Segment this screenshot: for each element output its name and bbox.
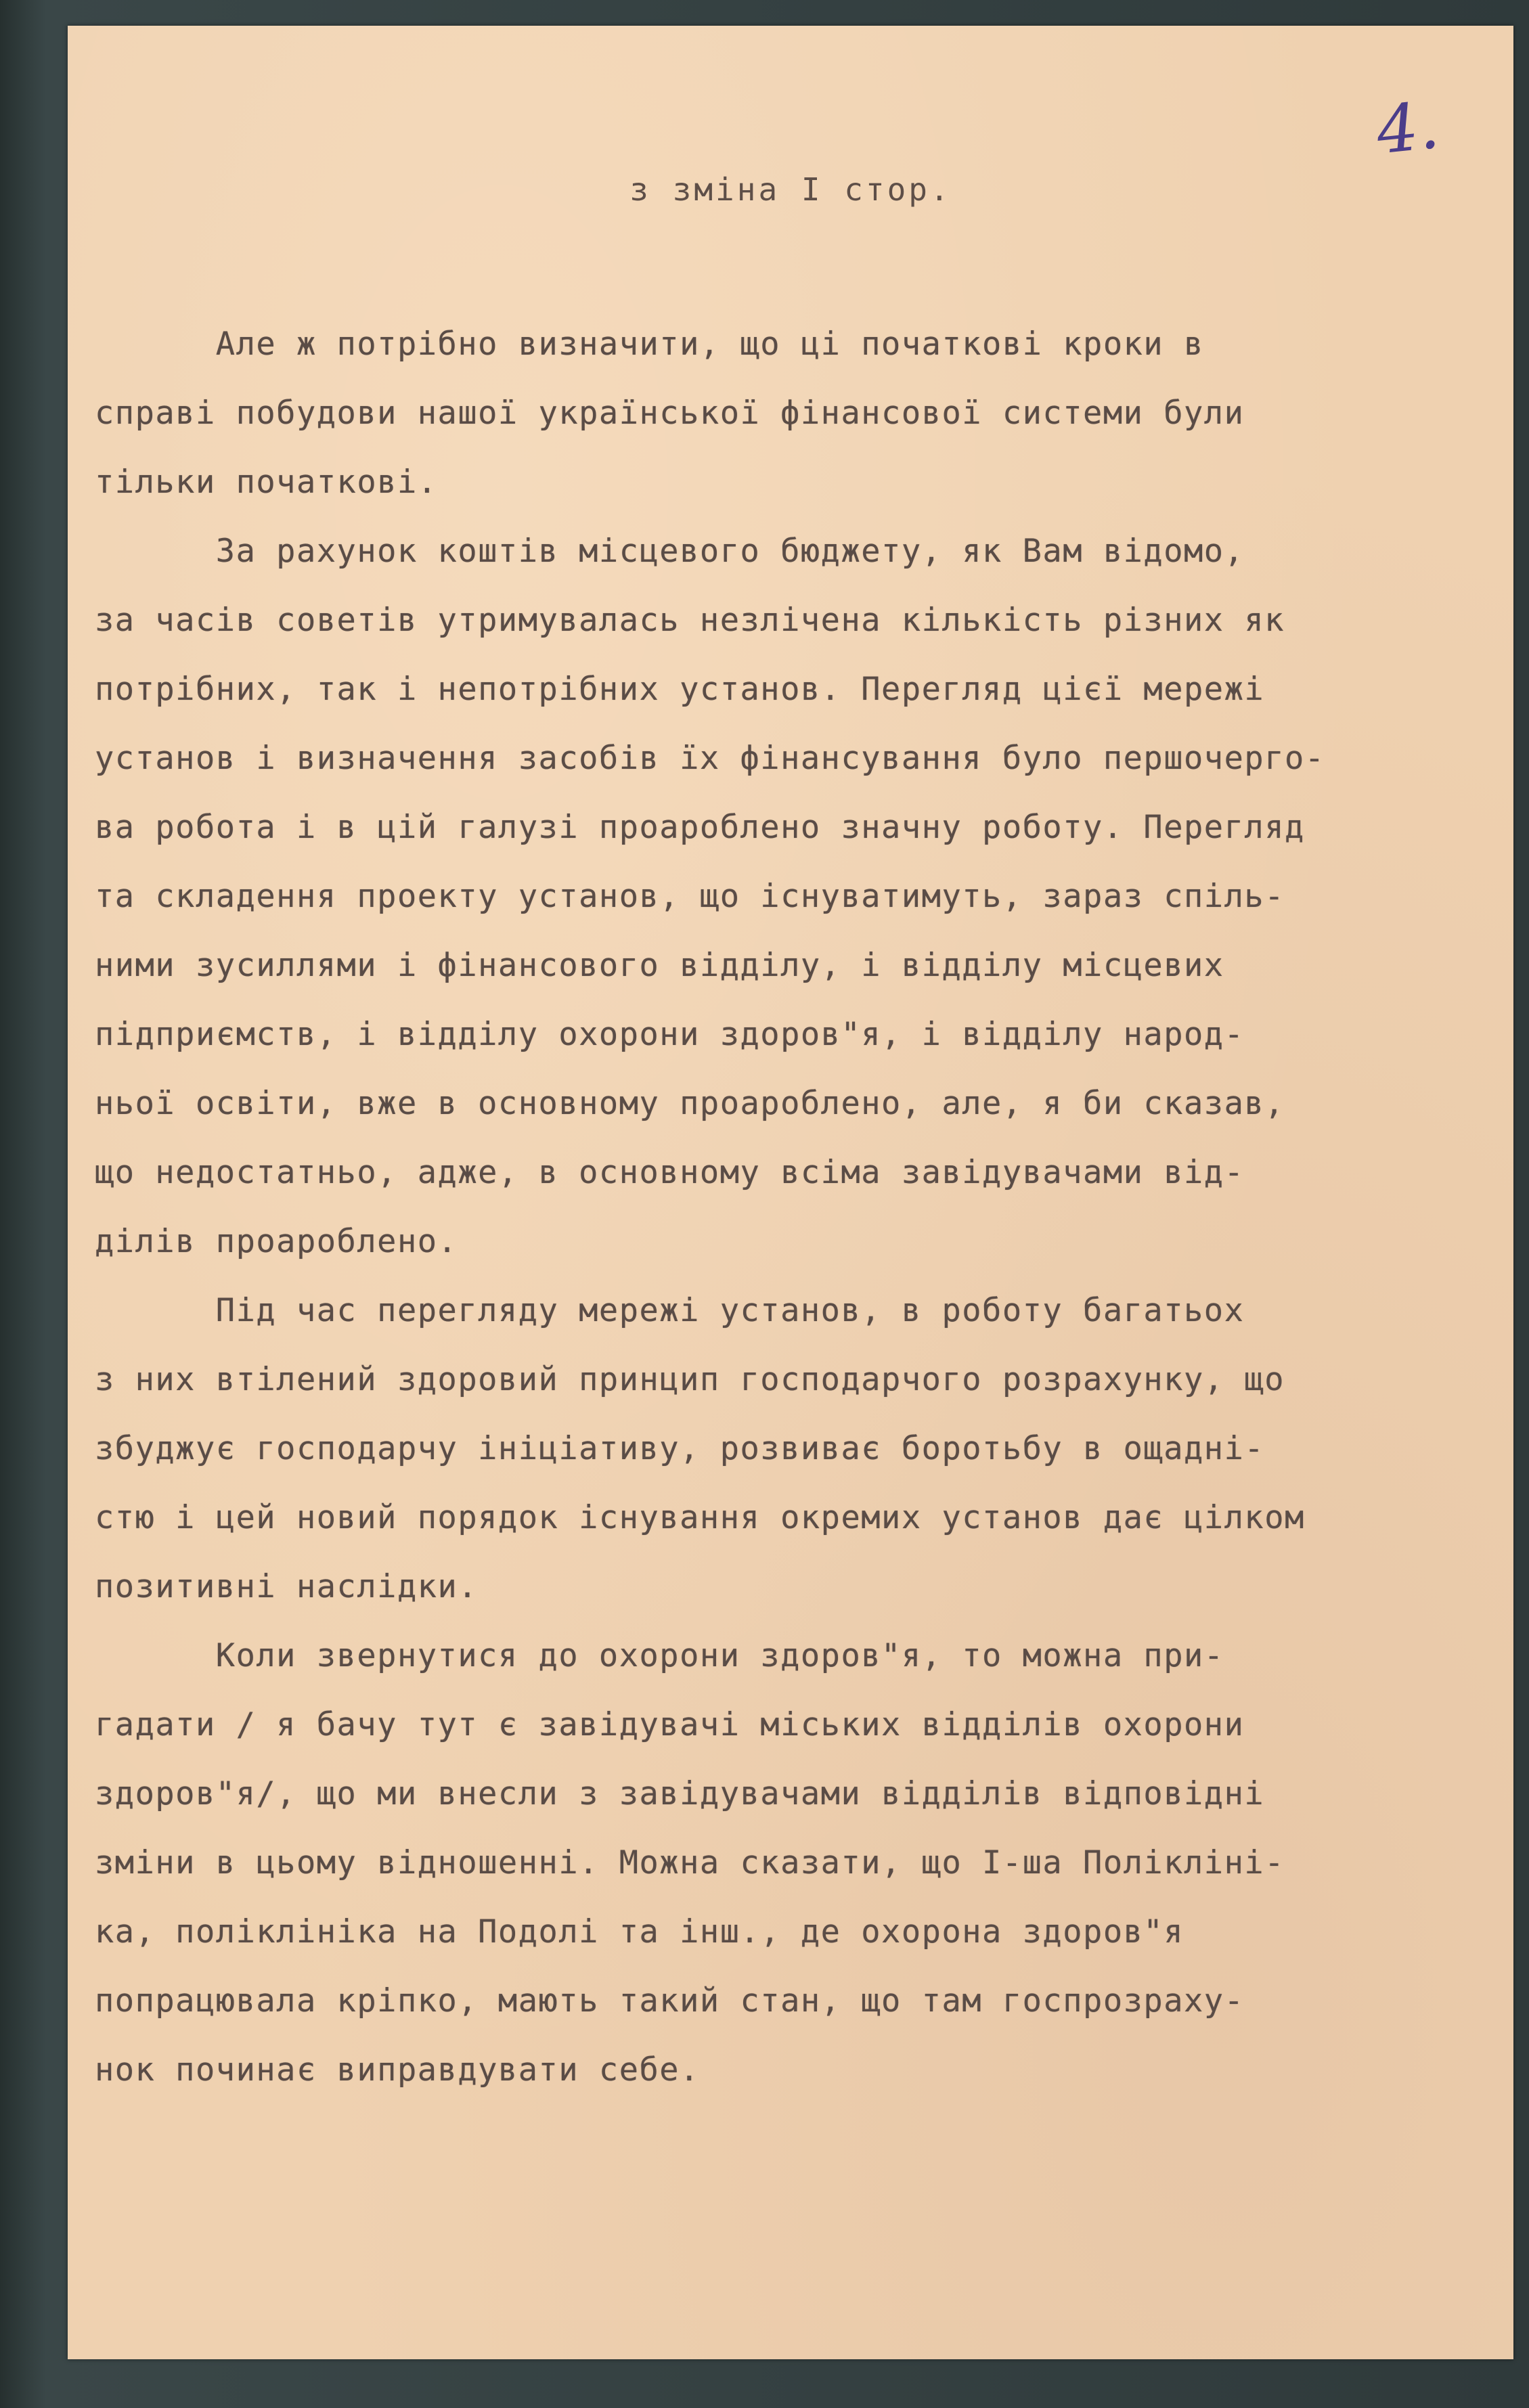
text-line: за часів советів утримувалась незлічена кількість різних як xyxy=(95,602,1285,639)
text-line: позитивні наслідки. xyxy=(95,1568,479,1605)
text-line: ними зусиллями і фінансового відділу, і відділу місцевих xyxy=(95,947,1224,984)
paragraph xyxy=(95,310,1482,517)
text-line: з них втілений здоровий принцип господарчого розрахунку, що xyxy=(95,1361,1285,1398)
text-line: збуджує господарчу ініціативу, розвиває боротьбу в ощадні- xyxy=(95,1430,1265,1467)
paragraph xyxy=(95,1276,1482,1622)
text-line: здоров"я/, що ми внесли з завідувачами відділів відповідні xyxy=(95,1775,1265,1812)
text-line: стю і цей новий порядок існування окремих установ дає цілком xyxy=(95,1499,1305,1536)
text-line: гадати / я бачу тут є завідувачі міських відділів охорони xyxy=(95,1706,1245,1743)
text-line: попрацювала кріпко, мають такий стан, що там госпрозраху- xyxy=(95,1982,1245,2020)
text-line: справі побудови нашої української фінансової системи були xyxy=(95,395,1245,432)
document-page xyxy=(68,26,1513,2359)
text-line: Але ж потрібно визначити, що ці початкові кроки в xyxy=(215,326,1204,363)
text-line: зміни в цьому відношенні. Можна сказати, що І-ша Полікліні- xyxy=(95,1844,1285,1881)
text-line: ділів проароблено. xyxy=(95,1223,458,1260)
paragraph xyxy=(95,517,1482,1276)
text-line: За рахунок коштів місцевого бюджету, як Вам відомо, xyxy=(215,533,1245,570)
text-line: нок починає виправдувати себе. xyxy=(95,2051,700,2089)
text-line: ньої освіти, вже в основному проароблено, але, я би сказав, xyxy=(95,1085,1285,1122)
text-line: що недостатньо, адже, в основному всіма завідувачами від- xyxy=(95,1154,1245,1191)
text-line: установ і визначення засобів їх фінансування було першочерго- xyxy=(95,740,1325,777)
text-line: ка, поліклініка на Подолі та інш., де охорона здоров"я xyxy=(95,1913,1184,1950)
text-line: тільки початкові. xyxy=(95,464,438,501)
continuation-header: з зміна І стор. xyxy=(629,171,952,208)
text-line: Під час перегляду мережі установ, в роботу багатьох xyxy=(215,1292,1245,1329)
text-line: підприємств, і відділу охорони здоров"я, і відділу народ- xyxy=(95,1016,1245,1053)
typed-text-body xyxy=(95,310,1482,2105)
paragraph xyxy=(95,1622,1482,2105)
text-line: ва робота і в цій галузі проароблено значну роботу. Перегляд xyxy=(95,809,1305,846)
folio-number: 4. xyxy=(1373,87,1443,169)
text-line: та складення проекту установ, що існуватимуть, зараз спіль- xyxy=(95,878,1285,915)
text-line: потрібних, так і непотрібних установ. Перегляд цієї мережі xyxy=(95,671,1265,708)
text-line: Коли звернутися до охорони здоров"я, то можна при- xyxy=(215,1637,1224,1674)
